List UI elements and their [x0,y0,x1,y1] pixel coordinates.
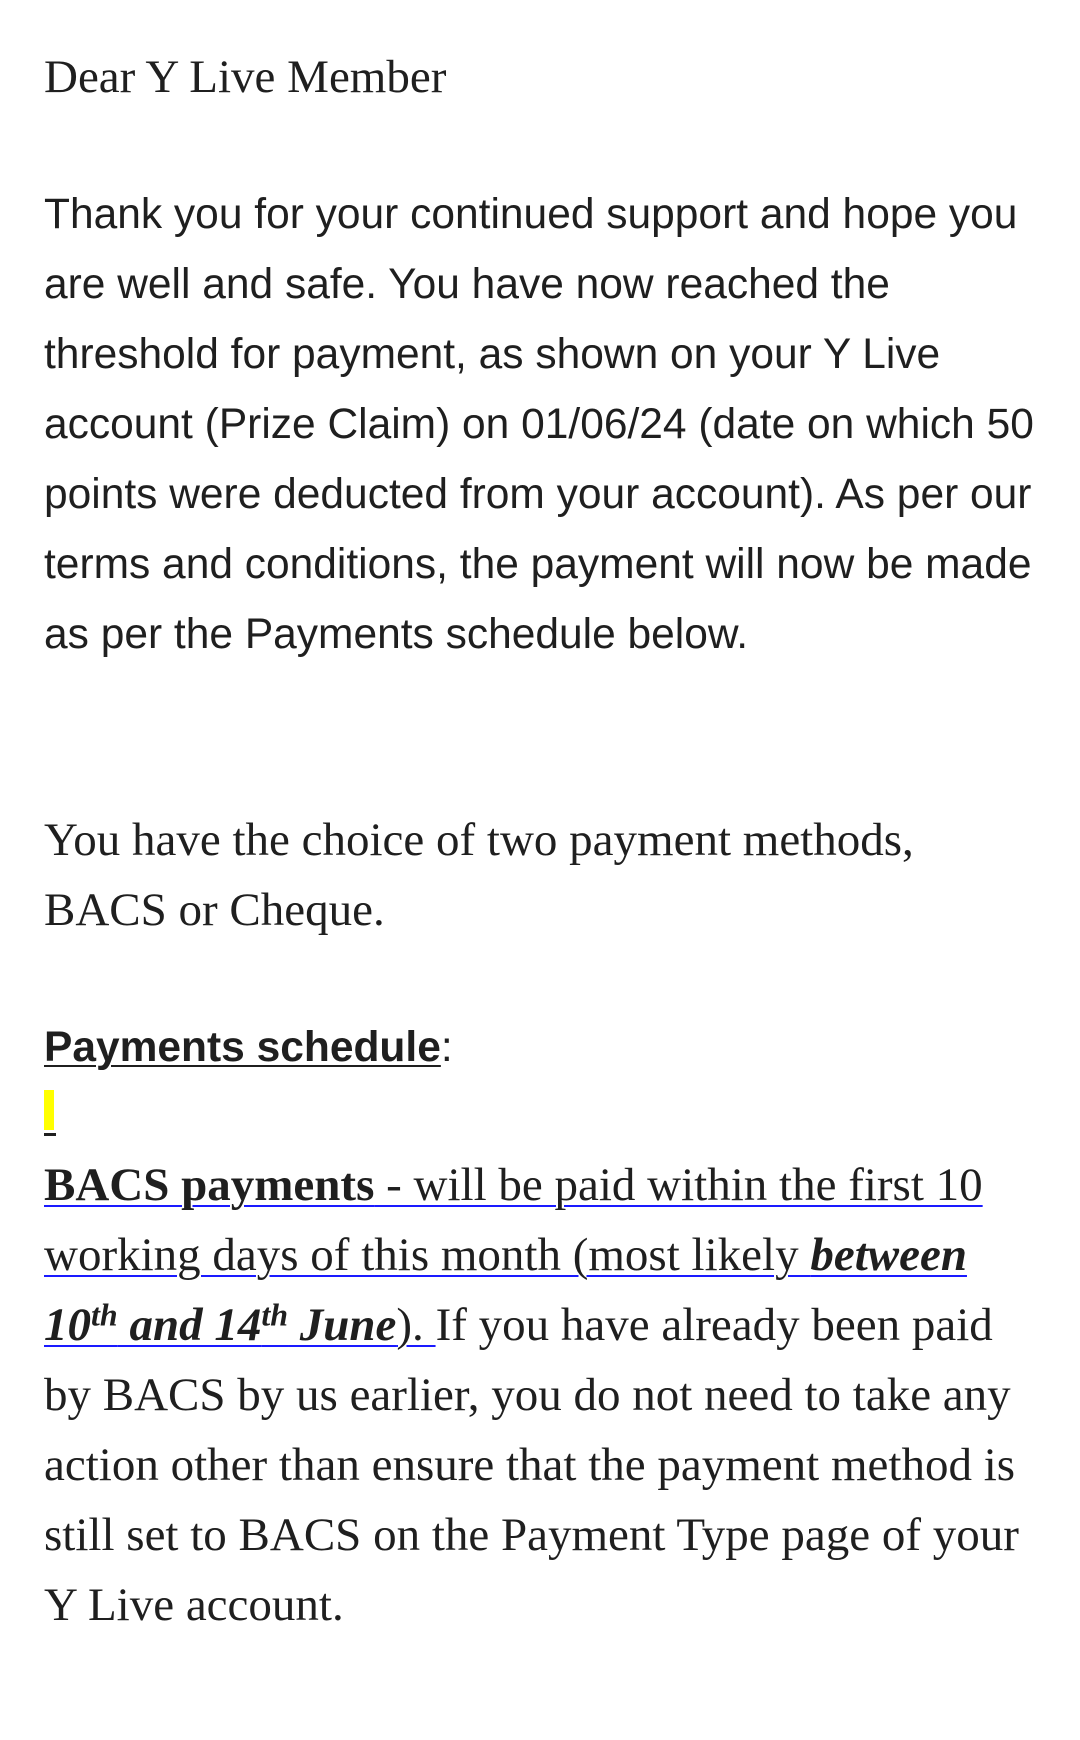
highlight-marker [44,1090,54,1130]
bacs-payments-rest: If you have already been paid by BACS by us earlier, you do not need to take any action other than ensure that the payment method is still set to BACS on the Payment Type page of your Y Live account. [44,1299,1019,1631]
intro-paragraph: Thank you for your continued support and hope you are well and safe. You have now reached the threshold for payment, as shown on your Y Live account (Prize Claim) on 01/06/24 (date on which 50 points were deducted from your account). As per our terms and conditions, the payment will now be made as per the Payments schedule below. [44,191,1034,658]
bacs-sup-1: th [91,1296,118,1333]
bacs-month-text: June [288,1299,397,1351]
bacs-payments-text-a: - will be paid within the first 10 working days of this month (most likely [44,1159,983,1281]
payments-schedule-heading [44,1013,453,1083]
greeting: Dear Y Live Member [44,51,447,103]
bacs-payments-label: BACS payments [44,1159,375,1211]
bacs-payments-text-b: ). [396,1299,436,1351]
payment-choice-paragraph: You have the choice of two payment methods, BACS or Cheque. [44,814,914,936]
bacs-and-text: and 14 [117,1299,262,1351]
bacs-between-text: between 10 [44,1229,967,1351]
payments-schedule-heading-text: Payments schedule [44,1024,441,1071]
bacs-payments-paragraph [44,1150,1044,1640]
bacs-sup-2: th [261,1296,289,1333]
payments-schedule-heading-colon: : [440,1024,453,1071]
